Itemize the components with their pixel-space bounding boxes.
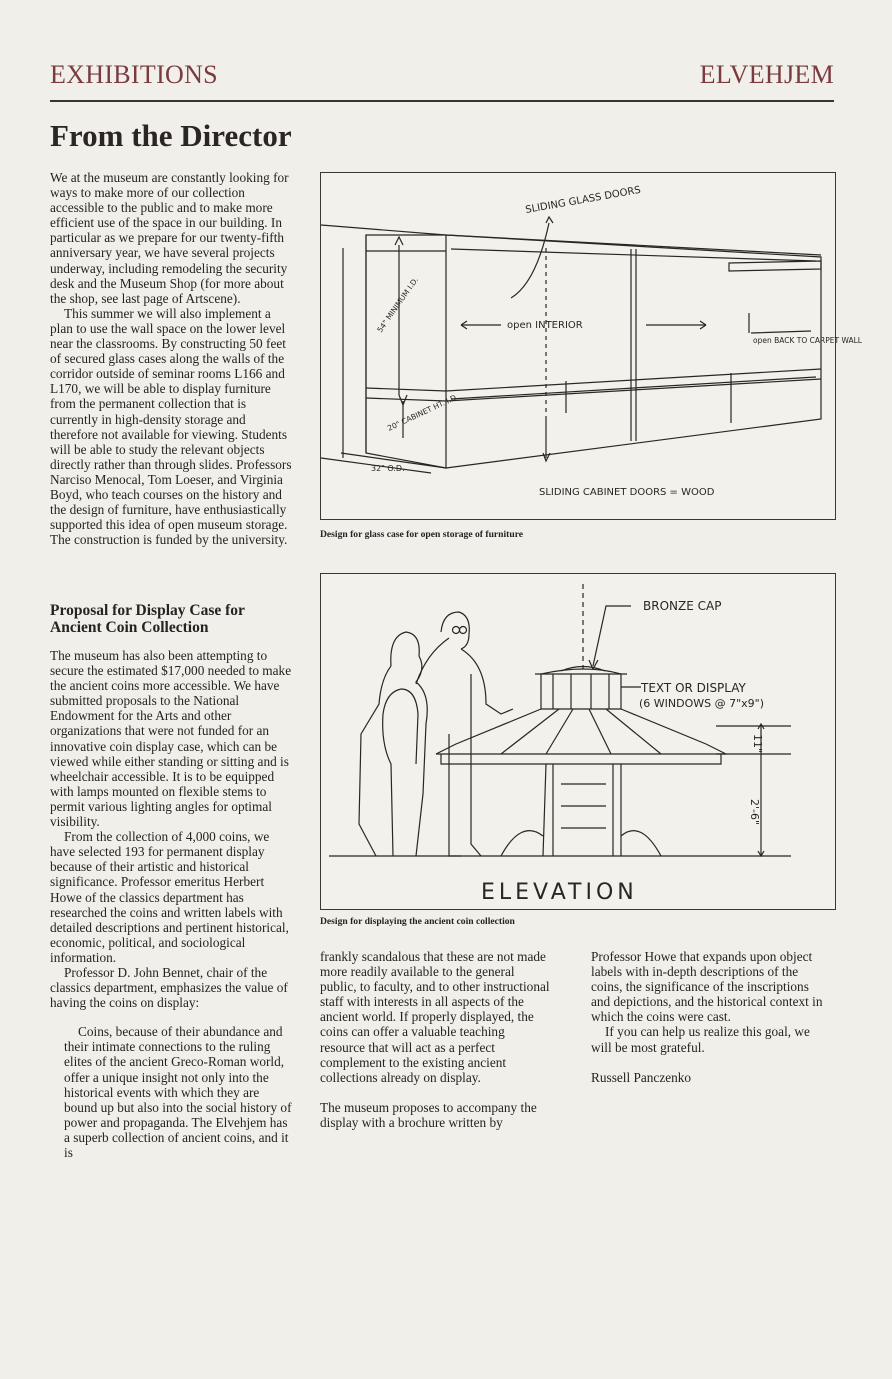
section-subheading: Proposal for Display Case for Ancient Coin Collection (50, 602, 245, 636)
svg-text:SLIDING GLASS DOORS: SLIDING GLASS DOORS (524, 184, 642, 216)
svg-text:54" MINIMUM I.D.: 54" MINIMUM I.D. (375, 275, 421, 335)
col3-paragraph-1: Professor Howe that expands upon object labels with in-depth descriptions of the coins, the significance of the inscriptions and depictions, and the historical context in which the coins were cast. (591, 949, 823, 1025)
coin-display-drawing (320, 573, 836, 910)
svg-text:open INTERIOR: open INTERIOR (507, 320, 583, 331)
svg-text:11": 11" (751, 734, 764, 754)
proposal-column (50, 648, 292, 1160)
svg-text:ELEVATION: ELEVATION (481, 880, 638, 905)
intro-column (50, 170, 292, 547)
svg-text:TEXT OR DISPLAY: TEXT OR DISPLAY (641, 681, 746, 695)
page-title: From the Director (50, 118, 292, 153)
intro-paragraph-2: This summer we will also implement a plan to use the wall space on the lower level near the classrooms. By constructing 50 feet of secured glass cases along the walls of the corridor outside of seminar rooms L166 and L170, we will be able to display furniture from the permanent collection that is currently in high-density storage and therefore not available for viewing. Students will be able to study the relevant objects directly rather than through slides. Professors Narciso Menocal, Tom Loeser, and Virginia Boyd, who teach courses on the history and the design of furniture, have enthusiastically supported this idea of open museum storage. The construction is funded by the university. (50, 305, 292, 548)
proposal-paragraph-2: From the collection of 4,000 coins, we have selected 193 for permanent display because of their artistic and historical significance. Professor emeritus Herbert Howe of the classics department has researched the coins and written labels with detailed descriptions and pertinent historical, economic, political, and sociological information. (50, 829, 289, 965)
svg-text:SLIDING CABINET DOORS = WOOD: SLIDING CABINET DOORS = WOOD (539, 487, 715, 498)
right-column (591, 949, 831, 1085)
svg-text:open BACK TO CARPET WALL: open BACK TO CARPET WALL (753, 336, 862, 345)
svg-text:(6 WINDOWS @ 7"x9"): (6 WINDOWS @ 7"x9") (639, 697, 765, 710)
section-header: EXHIBITIONS (50, 60, 218, 89)
header-rule (50, 100, 834, 102)
proposal-paragraph-1: The museum has also been attempting to secure the estimated $17,000 needed to make the ancient coins more accessible. We have submitted proposals to the National Endowment for the Arts and other organizations that were not funded for an innovative coin display case, which can be viewed while either standing or sitting and is wheelchair accessible. It is to be equipped with lamps mounted on flexible stems to permit various lighting angles for optimal visibility. (50, 648, 292, 830)
col2-paragraph-2: The museum proposes to accompany the display with a brochure written by (320, 1099, 537, 1130)
svg-text:20" CABINET HT. I.D.: 20" CABINET HT. I.D. (386, 391, 460, 433)
signature: Russell Panczenko (591, 1069, 692, 1085)
col3-paragraph-2: If you can help us realize this goal, we will be most grateful. (591, 1024, 810, 1055)
figure-1-caption: Design for glass case for open storage of furniture (320, 529, 524, 540)
svg-text:32" O.D.: 32" O.D. (371, 464, 405, 473)
middle-column (320, 949, 552, 1130)
block-quote: Coins, because of their abundance and their intimate connections to the ruling elites of the ancient Greco-Roman world, offer a unique insight not only into the historical events with which they are bound up but also into the social history of power and propaganda. The Elvehjem has a superb collection of ancient coins, and it is (64, 1024, 292, 1160)
col2-paragraph-1: frankly scandalous that these are not made more readily available to the general public, to faculty, and to other instructional staff with interests in all aspects of the ancient world. If properly displayed, the coins can offer a valuable teaching resource that will act as a perfect complement to the existing ancient collections already on display. (320, 949, 550, 1085)
intro-paragraph-1: We at the museum are constantly looking for ways to make more of our collection accessible to the public and to make more efficient use of the space in our building. In particular as we prepare for our twenty-fifth anniversary year, we have several projects underway, including remodeling the security desk and the Museum Shop (for more about the shop, see last page of Artscene). (50, 170, 289, 306)
svg-text:BRONZE CAP: BRONZE CAP (643, 599, 722, 613)
proposal-paragraph-3: Professor D. John Bennet, chair of the classics department, emphasizes the value of having the coins on display: (50, 964, 288, 1011)
museum-header: ELVEHJEM (699, 60, 834, 89)
figure-2-caption: Design for displaying the ancient coin collection (320, 916, 515, 927)
svg-text:2'-6": 2'-6" (748, 799, 761, 826)
glass-case-drawing (320, 172, 862, 520)
